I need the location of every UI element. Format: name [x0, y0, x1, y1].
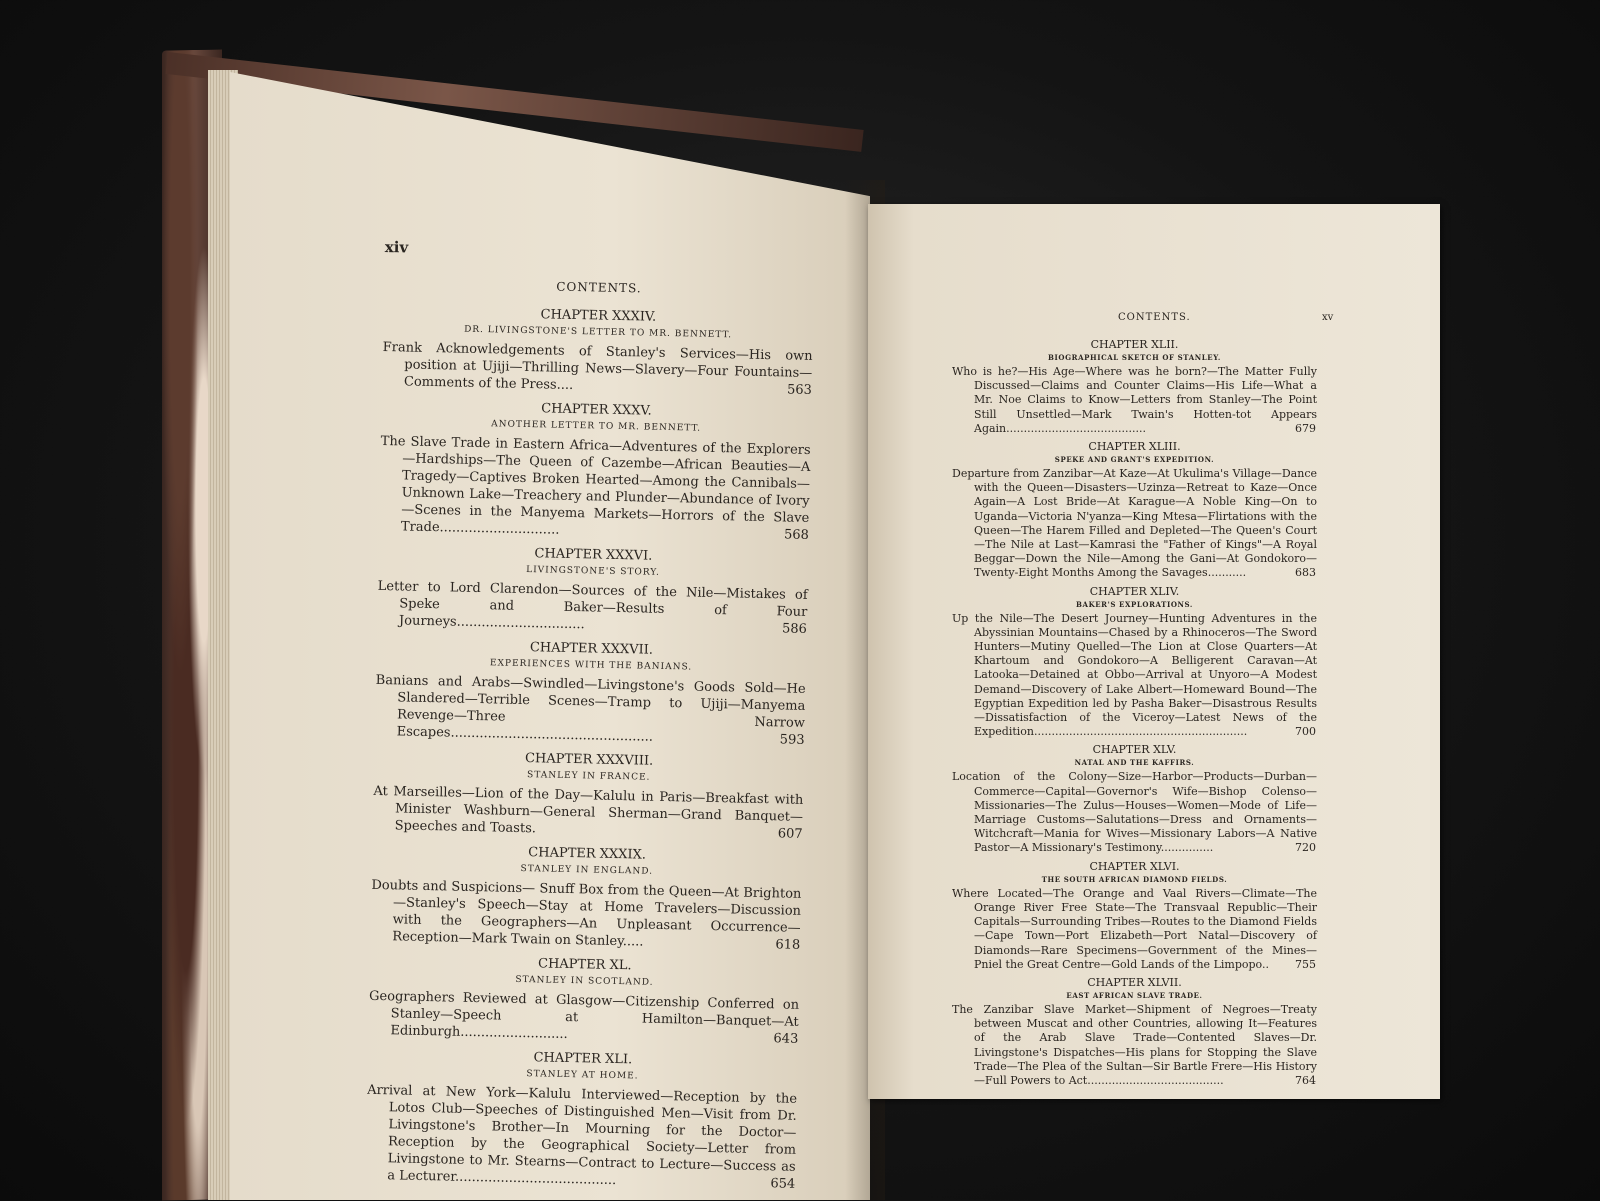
page-number: 700 [1295, 725, 1316, 739]
chapter-subtitle: DR. LIVINGSTONE'S LETTER TO MR. BENNETT. [464, 324, 733, 341]
chapter-heading: CHAPTER XXXIX. [528, 845, 647, 863]
summary-text: Departure from Zanzibar—At Kaze—At Ukulima's Village—Dance with the Queen—Disasters—Uzinza—Retreat to Kaze—Once Again—A Lost Bride—At Karague—A Noble King—On to Uganda—Victoria N'yanza—King Mtesa—Flirtations with the Queen—The Harem Filled and Depleted—The Queen's Court—The Nile at Last—Kamrasi the "Father of Kings"—A Royal Beggar—Down the Nile—Among the Gani—At Gondokoro—Twenty-Eight Months Among the Savages........... [952, 467, 1317, 580]
page-number: 618 [775, 937, 801, 953]
chapter-subtitle: EAST AFRICAN SLAVE TRADE. [1066, 990, 1203, 1000]
chapter-heading: CHAPTER XXXIV. [540, 307, 657, 325]
page-number: 563 [786, 382, 813, 398]
toc-chapter [374, 637, 806, 749]
toc-chapter [379, 398, 812, 544]
chapter-summary [370, 877, 801, 954]
summary-text: Arrival at New York—Kalulu Interviewed—Reception by the Lotos Club—Speeches of Distinguished Men—Visit from Dr. Livingstone's Brother—In Mourning for the Doctor—Reception by the Geographical Society—Letter from Livingstone to Mr. Stearns—Contract to Lecture—Success as a Lecturer....................................... [366, 1082, 798, 1189]
chapter-summary [373, 783, 804, 843]
right-running-head: CONTENTS. [1118, 312, 1191, 323]
chapter-subtitle: STANLEY AT HOME. [526, 1069, 639, 1082]
toc-chapter [952, 976, 1317, 1088]
page-number: 607 [777, 826, 803, 842]
page-number: 568 [783, 527, 810, 543]
chapter-heading: CHAPTER XLV. [1092, 743, 1177, 757]
toc-chapter [952, 585, 1317, 740]
chapter-subtitle: STANLEY IN SCOTLAND. [515, 974, 654, 988]
page-number: 654 [770, 1176, 796, 1192]
chapter-heading: CHAPTER XLIII. [1088, 440, 1181, 454]
left-chapter-list [365, 304, 813, 1193]
left-running-head: CONTENTS. [556, 279, 642, 296]
toc-chapter [370, 842, 802, 954]
chapter-heading: CHAPTER XLII. [1090, 338, 1179, 351]
page-number: 679 [1295, 421, 1316, 435]
chapter-summary [952, 770, 1317, 855]
chapter-heading: CHAPTER XXXV. [541, 401, 652, 419]
summary-text: Doubts and Suspicions— Snuff Box from the Queen—At Brighton—Stanley's Speech—Stay at Home Travelers—Discussion with the Geographers—An Unpleasant Occurrence—Reception—Mark Twain on Stanley..... [371, 877, 802, 950]
summary-text: Letter to Lord Clarendon—Sources of the Nile—Mistakes of Speke and Baker—Results of Four Journeys............................... [377, 578, 808, 633]
summary-text: Banians and Arabs—Swindled—Livingstone's Goods Sold—He Slandered—Terrible Scenes—Tramp to Ujiji—Manyema Revenge—Three Narrow Escapes................................................. [375, 672, 806, 745]
page-number: 755 [1295, 957, 1316, 971]
right-chapter-list [952, 338, 1317, 1088]
right-folio: xv [1322, 312, 1334, 323]
chapter-subtitle: ANOTHER LETTER TO MR. BENNETT. [491, 419, 702, 434]
chapter-heading: CHAPTER XXXVII. [529, 640, 654, 658]
chapter-subtitle: STANLEY IN FRANCE. [526, 770, 651, 783]
chapter-summary [379, 433, 811, 544]
toc-chapter [952, 440, 1317, 581]
page-number: 643 [773, 1031, 799, 1047]
right-page-text [952, 310, 1317, 1088]
summary-text: Geographers Reviewed at Glasgow—Citizenship Conferred on Stanley—Speech at Hamilton—Banquet—At Edinburgh.......................... [368, 988, 800, 1043]
chapter-subtitle: BIOGRAPHICAL SKETCH OF STANLEY. [1048, 353, 1221, 362]
chapter-heading: CHAPTER XXXVIII. [524, 751, 654, 769]
chapter-summary [952, 467, 1317, 581]
chapter-summary [952, 612, 1317, 740]
page-number: 764 [1295, 1073, 1316, 1087]
summary-text: Up the Nile—The Desert Journey—Hunting Adventures in the Abyssinian Mountains—Chased by a Rhinoceros—The Sword Hunters—Mutiny Quelled—The Lion at Close Quarters—At Khartoum and Gondokoro—A Belligerent Caravan—At Latooka—Detained at Obbo—Arrival at Unyoro—A Modest Demand—Discovery of Lake Albert—Homeward Bound—The Egyptian Expedition led by Pasha Baker—Disastrous Results—Dissatisfaction of the Viceroy—Latest News of the Expedition............................................................. [952, 611, 1317, 739]
chapter-subtitle: SPEKE AND GRANT'S EXPEDITION. [1054, 455, 1215, 465]
chapter-summary [374, 672, 805, 749]
toc-chapter [952, 338, 1317, 436]
chapter-heading: CHAPTER XL. [537, 956, 632, 974]
summary-text: Where Located—The Orange and Vaal Rivers—Climate—The Orange River Free State—The Transvaal Republic—Their Capitals—Surrounding Tribes—Routes to the Diamond Fields—Cape Town—Port Elizabeth—Port Natal—Discovery of Diamonds—Rare Specimens—Government of the Mines—Pniel the Great Centre—Gold Lands of the Limpopo.. [952, 886, 1317, 971]
toc-chapter [368, 953, 800, 1048]
toc-chapter [952, 860, 1317, 972]
chapter-summary [952, 365, 1317, 436]
page-number: 683 [1295, 566, 1316, 580]
toc-chapter [952, 743, 1317, 855]
left-page-text [365, 238, 815, 1193]
toc-chapter [377, 543, 809, 638]
summary-text: Who is he?—His Age—Where was he born?—The Matter Fully Discussed—Claims and Counter Claims—His Life—What a Mr. Noe Claims to Know—Letters from Stanley—The Point Still Unsettled—Mark Twain's Hotten-tot Appears Again........................................ [952, 365, 1317, 435]
toc-chapter [382, 304, 814, 399]
page-number: 586 [781, 621, 808, 637]
chapter-summary [952, 1003, 1317, 1088]
chapter-subtitle: EXPERIENCES WITH THE BANIANS. [489, 658, 693, 673]
chapter-summary [365, 1082, 797, 1193]
summary-text: The Slave Trade in Eastern Africa—Adventures of the Explorers—Hardships—The Queen of Cazembe—African Beauties—A Tragedy—Captives Broken Hearted—Among the Cannibals—Unknown Lake—Treachery and Plunder—Abundance of Ivory—Scenes in the Manyema Markets—Horrors of the Slave Trade............................. [380, 433, 811, 538]
summary-text: At Marseilles—Lion of the Day—Kalulu in Paris—Breakfast with Minister Washburn—General Sherman—Grand Banquet—Speeches and Toasts. [373, 783, 804, 837]
chapter-heading: CHAPTER XXXVI. [534, 546, 653, 564]
chapter-summary [952, 887, 1317, 972]
chapter-subtitle: NATAL AND THE KAFFIRS. [1074, 758, 1195, 768]
chapter-heading: CHAPTER XLVII. [1087, 975, 1182, 989]
summary-text: Location of the Colony—Size—Harbor—Products—Durban—Commerce—Capital—Governor's Wife—Bishop Colenso—Missionaries—The Zulus—Houses—Women—Mode of Life—Marriage Customs—Salutations—Dress and Ornaments—Witchcraft—Mania for Wives—Missionary Labors—A Native Pastor—A Missionary's Testimony............... [952, 770, 1317, 855]
chapter-heading: CHAPTER XLIV. [1089, 584, 1180, 598]
toc-chapter [365, 1047, 798, 1193]
chapter-heading: CHAPTER XLVI. [1089, 859, 1180, 873]
chapter-subtitle: LIVINGSTONE'S STORY. [526, 565, 661, 578]
chapter-subtitle: THE SOUTH AFRICAN DIAMOND FIELDS. [1041, 874, 1228, 884]
chapter-heading: CHAPTER XLI. [533, 1050, 633, 1068]
chapter-subtitle: STANLEY IN ENGLAND. [520, 863, 654, 877]
summary-text: The Zanzibar Slave Market—Shipment of Negroes—Treaty between Muscat and other Countries, allowing It—Features of the Arab Slave Trade—Contented Slaves—Dr. Livingstone's Dispatches—His plans for Stopping the Slave Trade—The Plea of the Sultan—Sir Bartle Frere—His History—Full Powers to Act....................................... [952, 1002, 1317, 1087]
page-number: 593 [779, 732, 805, 748]
chapter-summary [368, 988, 799, 1048]
summary-text: Frank Acknowledgements of Stanley's Services—His own position at Ujiji—Thrilling News—Slavery—Four Fountains—Comments of the Press.... [382, 339, 813, 393]
chapter-summary [382, 339, 813, 399]
chapter-summary [377, 578, 808, 638]
toc-chapter [373, 748, 805, 843]
left-folio: xiv [384, 238, 409, 257]
page-number: 720 [1295, 841, 1316, 855]
chapter-subtitle: BAKER'S EXPLORATIONS. [1076, 599, 1193, 609]
